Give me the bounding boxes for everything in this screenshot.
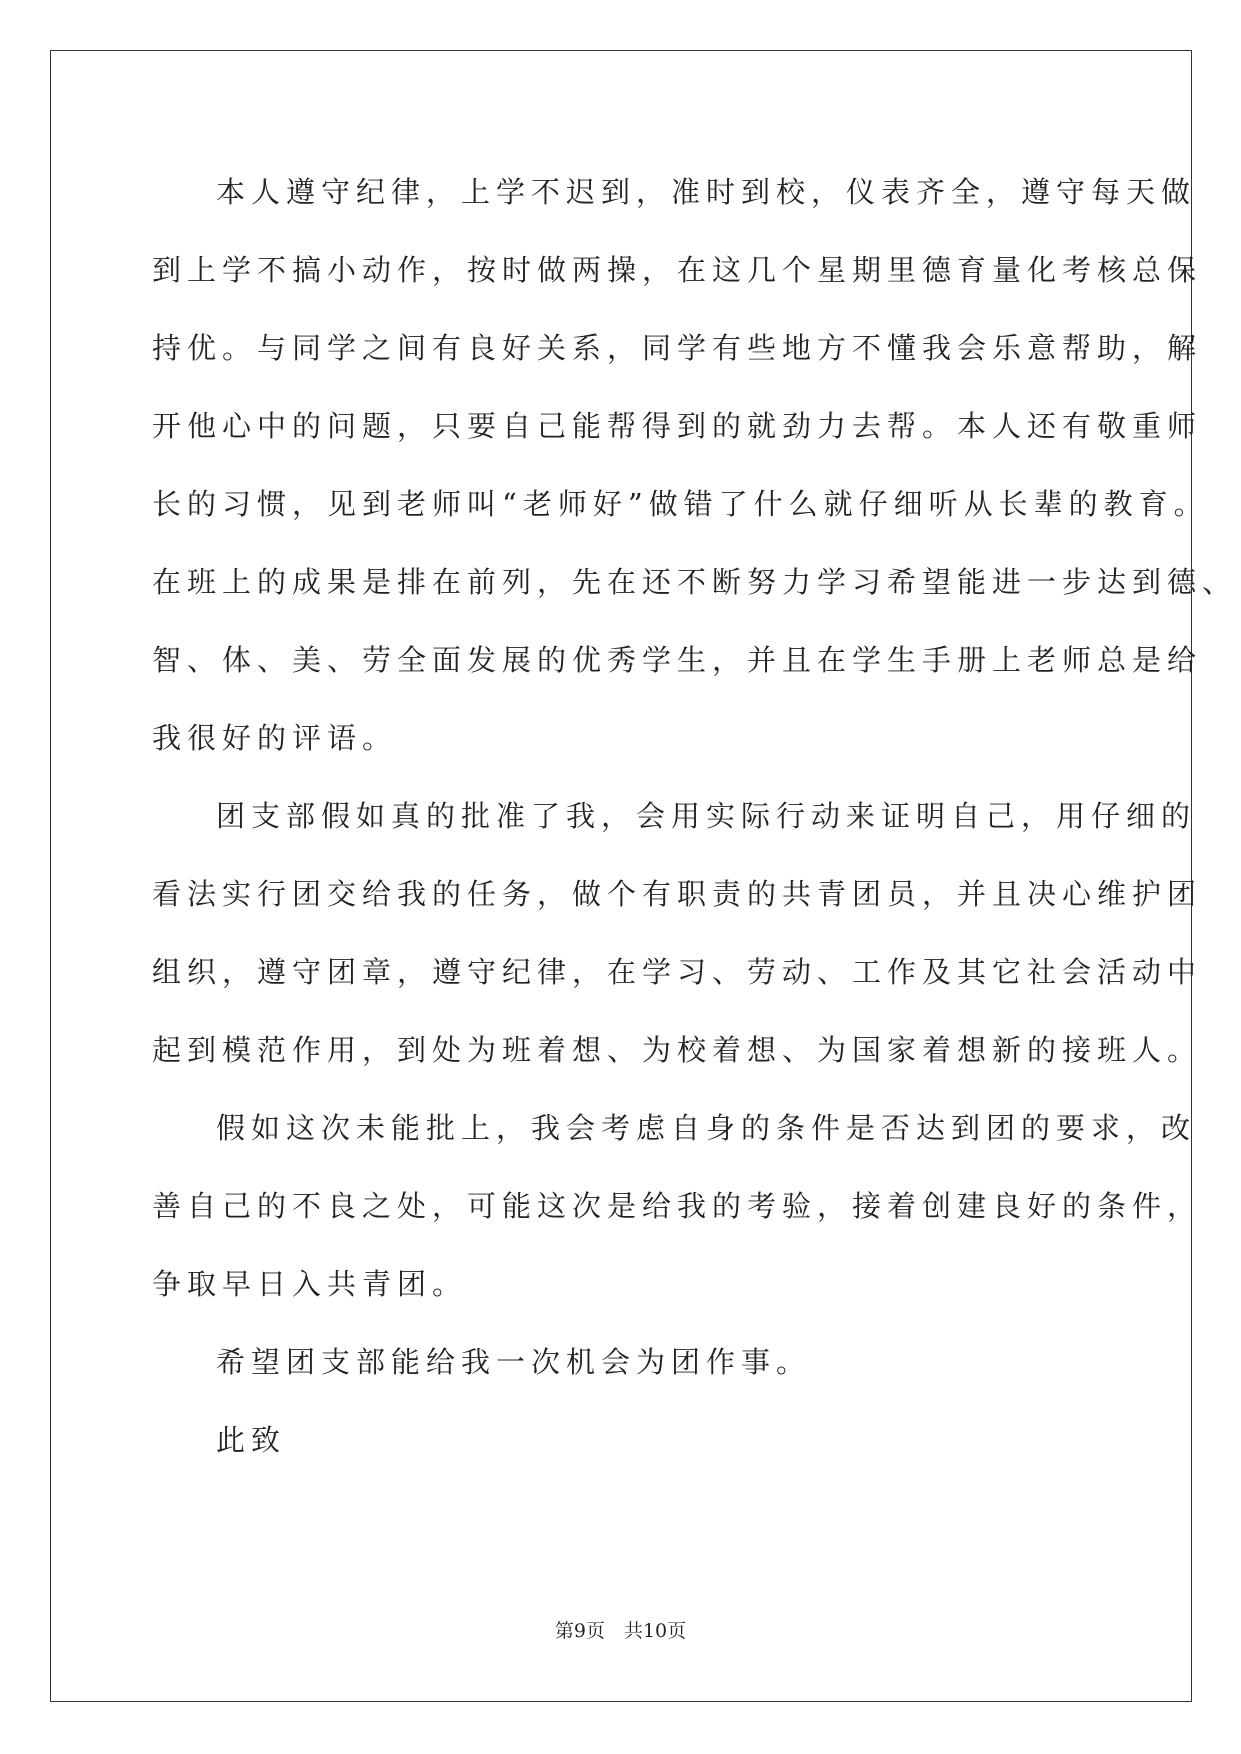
body-line-1: 本人遵守纪律，上学不迟到，准时到校，仪表齐全，遵守每天做 [216,175,1197,209]
body-line-13: 假如这次未能批上，我会考虑自身的条件是否达到团的要求，改 [216,1111,1197,1145]
body-line-14: 善自己的不良之处，可能这次是给我的考验，接着创建良好的条件， [152,1189,1203,1223]
body-line-10: 看法实行团交给我的任务，做个有职责的共青团员，并且决心维护团 [152,877,1203,911]
body-line-15: 争取早日入共青团。 [152,1267,468,1301]
body-line-3: 持优。与同学之间有良好关系，同学有些地方不懂我会乐意帮助，解 [152,331,1203,365]
body-line-9: 团支部假如真的批准了我，会用实际行动来证明自己，用仔细的 [216,799,1197,833]
body-line-7: 智、体、美、劳全面发展的优秀学生，并且在学生手册上老师总是给 [152,643,1203,677]
page-number-footer: 第9页 共10页 [554,1620,687,1642]
body-line-4: 开他心中的问题，只要自己能帮得到的就劲力去帮。本人还有敬重师 [152,409,1203,443]
body-line-2: 到上学不搞小动作，按时做两操，在这几个星期里德育量化考核总保 [152,253,1203,287]
body-line-6: 在班上的成果是排在前列，先在还不断努力学习希望能进一步达到德、 [152,565,1238,599]
body-line-16: 希望团支部能给我一次机会为团作事。 [216,1345,812,1379]
body-line-12: 起到模范作用，到处为班着想、为校着想、为国家着想新的接班人。 [152,1033,1203,1067]
body-line-8: 我很好的评语。 [152,721,398,755]
body-line-5: 长的习惯，见到老师叫“老师好”做错了什么就仔细听从长辈的教育。 [152,487,1209,521]
body-line-17: 此致 [216,1423,287,1457]
body-line-11: 组织，遵守团章，遵守纪律，在学习、劳动、工作及其它社会活动中 [152,955,1203,989]
